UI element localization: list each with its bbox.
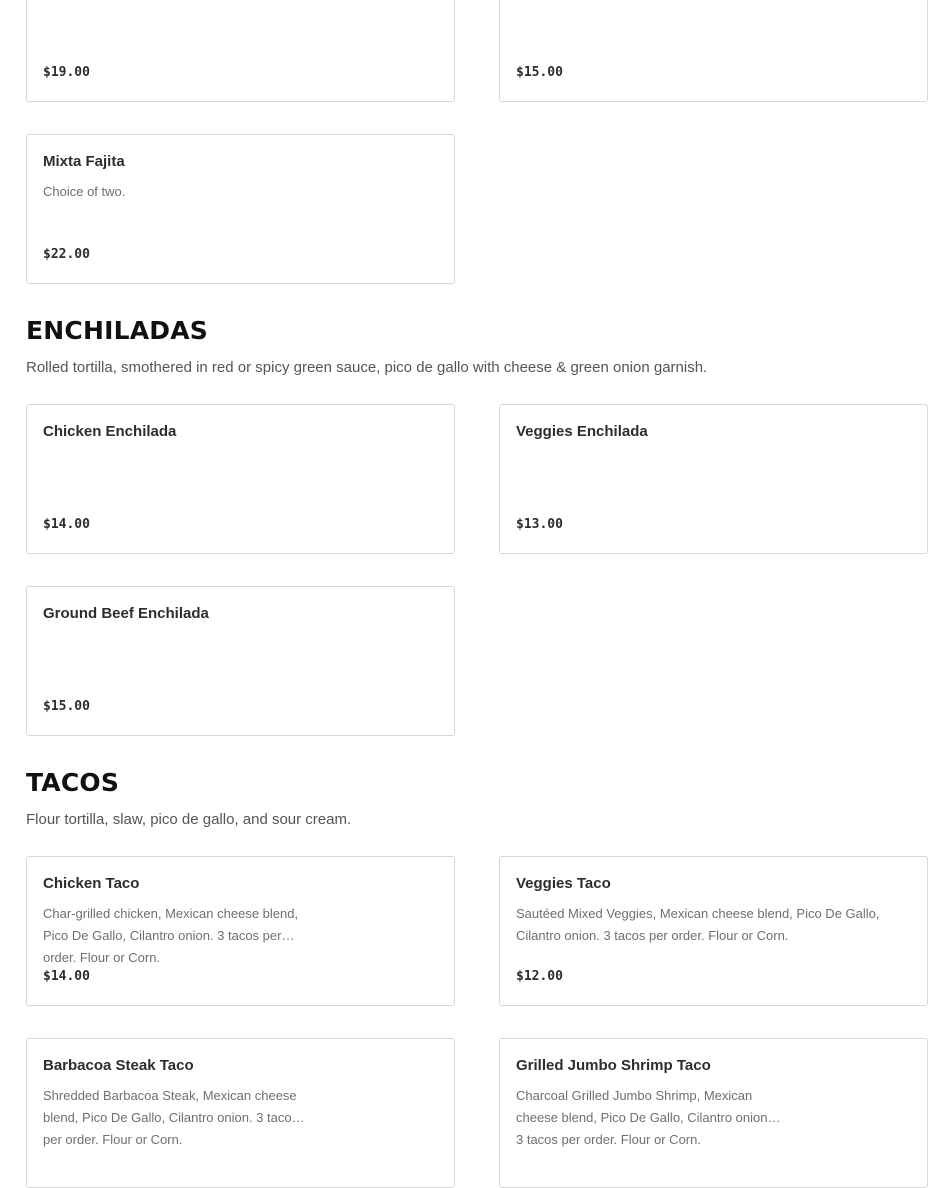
item-price: $12.00 xyxy=(516,969,563,984)
item-name: Veggies Enchilada xyxy=(516,423,648,440)
item-name: Chicken Enchilada xyxy=(43,423,177,440)
item-price: $13.00 xyxy=(516,517,563,532)
item-name: Barbacoa Steak Taco xyxy=(43,1057,194,1074)
menu-item-card[interactable] xyxy=(499,0,928,102)
item-description: Shredded Barbacoa Steak, Mexican cheese blend, Pico De Gallo, Cilantro onion. 3 tacos per order. Flour or Corn. xyxy=(43,1088,299,1147)
item-price: $19.00 xyxy=(43,65,90,80)
item-description: Sautéed Mixed Veggies, Mexican cheese blend, Pico De Gallo, Cilantro onion. 3 tacos per order. Flour or Corn. xyxy=(516,906,880,943)
item-description: Char-grilled chicken, Mexican cheese blend, Pico De Gallo, Cilantro onion. 3 tacos per order. Flour or Corn. xyxy=(43,906,299,965)
item-name: Veggies Taco xyxy=(516,875,611,892)
menu-item-card-grilled-jumbo-shrimp-taco[interactable] xyxy=(499,1038,928,1188)
menu-item-card[interactable] xyxy=(26,0,455,102)
section-title-tacos: TACOS xyxy=(26,768,120,797)
section-description-enchiladas: Rolled tortilla, smothered in red or spicy green sauce, pico de gallo with cheese & green onion garnish. xyxy=(26,359,708,376)
menu-item-card-mixta-fajita[interactable] xyxy=(26,134,455,284)
menu-item-card-barbacoa-steak-taco[interactable] xyxy=(26,1038,455,1188)
menu-item-card-chicken-taco[interactable] xyxy=(26,856,455,1006)
menu-item-card-veggies-taco[interactable] xyxy=(499,856,928,1006)
item-name: Chicken Taco xyxy=(43,875,140,892)
menu-item-card-veggies-enchilada[interactable] xyxy=(499,404,928,554)
item-price: $15.00 xyxy=(516,65,563,80)
item-price: $22.00 xyxy=(43,247,90,262)
item-name: Mixta Fajita xyxy=(43,153,125,170)
menu-item-card-ground-beef-enchilada[interactable] xyxy=(26,586,455,736)
item-name: Ground Beef Enchilada xyxy=(43,605,209,622)
item-description: Charcoal Grilled Jumbo Shrimp, Mexican cheese blend, Pico De Gallo, Cilantro onion. 3 tacos per order. Flour or Corn. xyxy=(516,1088,772,1147)
item-price: $14.00 xyxy=(43,969,90,984)
item-price: $14.00 xyxy=(43,517,90,532)
item-price: $15.00 xyxy=(43,699,90,714)
section-description-tacos: Flour tortilla, slaw, pico de gallo, and sour cream. xyxy=(26,811,352,828)
section-title-enchiladas: ENCHILADAS xyxy=(26,316,208,345)
menu-item-card-chicken-enchilada[interactable] xyxy=(26,404,455,554)
item-description: Choice of two. xyxy=(43,184,126,199)
item-name: Grilled Jumbo Shrimp Taco xyxy=(516,1057,711,1074)
